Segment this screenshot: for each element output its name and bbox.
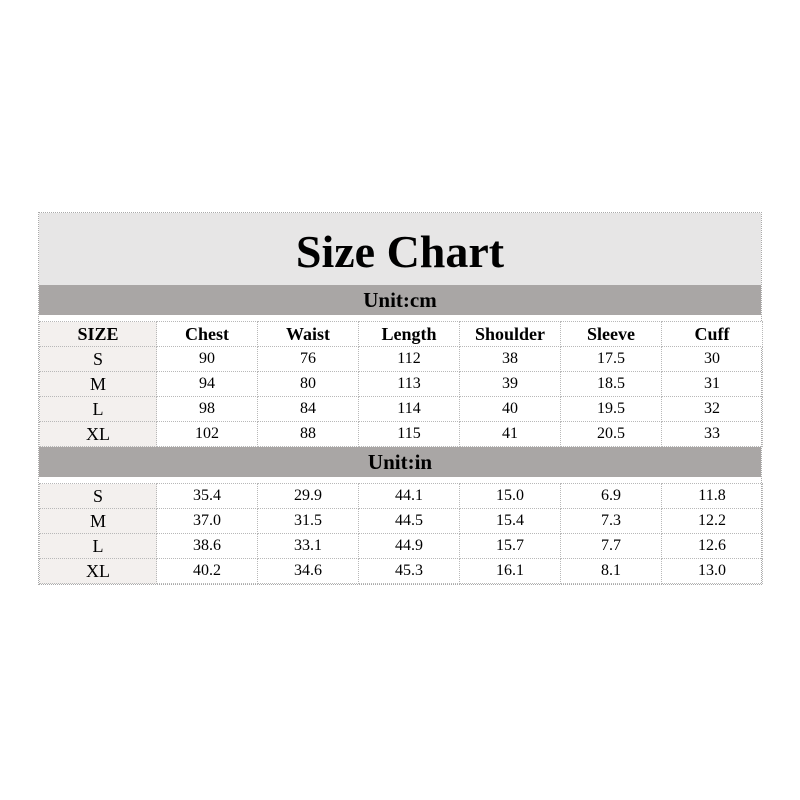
size-cell: M [40, 509, 157, 534]
table-cell: 76 [258, 347, 359, 372]
table-cell: 15.4 [460, 509, 561, 534]
size-chart [38, 212, 762, 585]
table-cell: 115 [359, 422, 460, 447]
table-cell: 20.5 [561, 422, 662, 447]
header-size: SIZE [40, 322, 157, 347]
table-cell: 88 [258, 422, 359, 447]
table-cell: 90 [157, 347, 258, 372]
table-cell: 13.0 [662, 559, 763, 584]
size-cell: XL [40, 559, 157, 584]
table-cell: 112 [359, 347, 460, 372]
header-shoulder: Shoulder [460, 322, 561, 347]
header-sleeve: Sleeve [561, 322, 662, 347]
table-cell: 11.8 [662, 484, 763, 509]
table-cell: 40.2 [157, 559, 258, 584]
table-cell: 7.3 [561, 509, 662, 534]
table-row [40, 347, 763, 372]
table-row [40, 372, 763, 397]
table-cell: 39 [460, 372, 561, 397]
table-row [40, 484, 763, 509]
table-row [40, 422, 763, 447]
table-cell: 44.1 [359, 484, 460, 509]
size-cell: M [40, 372, 157, 397]
table-cell: 84 [258, 397, 359, 422]
header-chest: Chest [157, 322, 258, 347]
chart-title: Size Chart [39, 213, 761, 285]
table-cell: 16.1 [460, 559, 561, 584]
table-row [40, 559, 763, 584]
table-cell: 113 [359, 372, 460, 397]
size-cell: L [40, 534, 157, 559]
size-cell: S [40, 347, 157, 372]
table-cell: 15.7 [460, 534, 561, 559]
unit-in-label: Unit:in [39, 447, 761, 477]
size-cell: XL [40, 422, 157, 447]
table-cell: 12.2 [662, 509, 763, 534]
header-length: Length [359, 322, 460, 347]
table-cell: 19.5 [561, 397, 662, 422]
table-cell: 38 [460, 347, 561, 372]
table-cell: 40 [460, 397, 561, 422]
unit-cm-label: Unit:cm [39, 285, 761, 315]
table-cell: 15.0 [460, 484, 561, 509]
table-cell: 29.9 [258, 484, 359, 509]
table-cell: 34.6 [258, 559, 359, 584]
table-cell: 33.1 [258, 534, 359, 559]
table-cell: 17.5 [561, 347, 662, 372]
size-table-in [39, 483, 763, 584]
table-cell: 33 [662, 422, 763, 447]
table-cell: 44.9 [359, 534, 460, 559]
table-cell: 8.1 [561, 559, 662, 584]
table-cell: 31 [662, 372, 763, 397]
table-cell: 6.9 [561, 484, 662, 509]
table-cell: 102 [157, 422, 258, 447]
header-cuff: Cuff [662, 322, 763, 347]
table-row [40, 534, 763, 559]
size-table-cm [39, 321, 763, 447]
table-cell: 32 [662, 397, 763, 422]
table-cell: 114 [359, 397, 460, 422]
table-cell: 30 [662, 347, 763, 372]
table-cell: 35.4 [157, 484, 258, 509]
size-cell: S [40, 484, 157, 509]
table-cell: 37.0 [157, 509, 258, 534]
table-cell: 45.3 [359, 559, 460, 584]
table-cell: 38.6 [157, 534, 258, 559]
table-cell: 18.5 [561, 372, 662, 397]
table-cell: 44.5 [359, 509, 460, 534]
table-cell: 80 [258, 372, 359, 397]
table-row [40, 509, 763, 534]
table-row [40, 397, 763, 422]
table-header-row [40, 322, 763, 347]
table-cell: 12.6 [662, 534, 763, 559]
header-waist: Waist [258, 322, 359, 347]
table-cell: 31.5 [258, 509, 359, 534]
table-cell: 41 [460, 422, 561, 447]
table-cell: 7.7 [561, 534, 662, 559]
table-cell: 94 [157, 372, 258, 397]
size-cell: L [40, 397, 157, 422]
table-cell: 98 [157, 397, 258, 422]
